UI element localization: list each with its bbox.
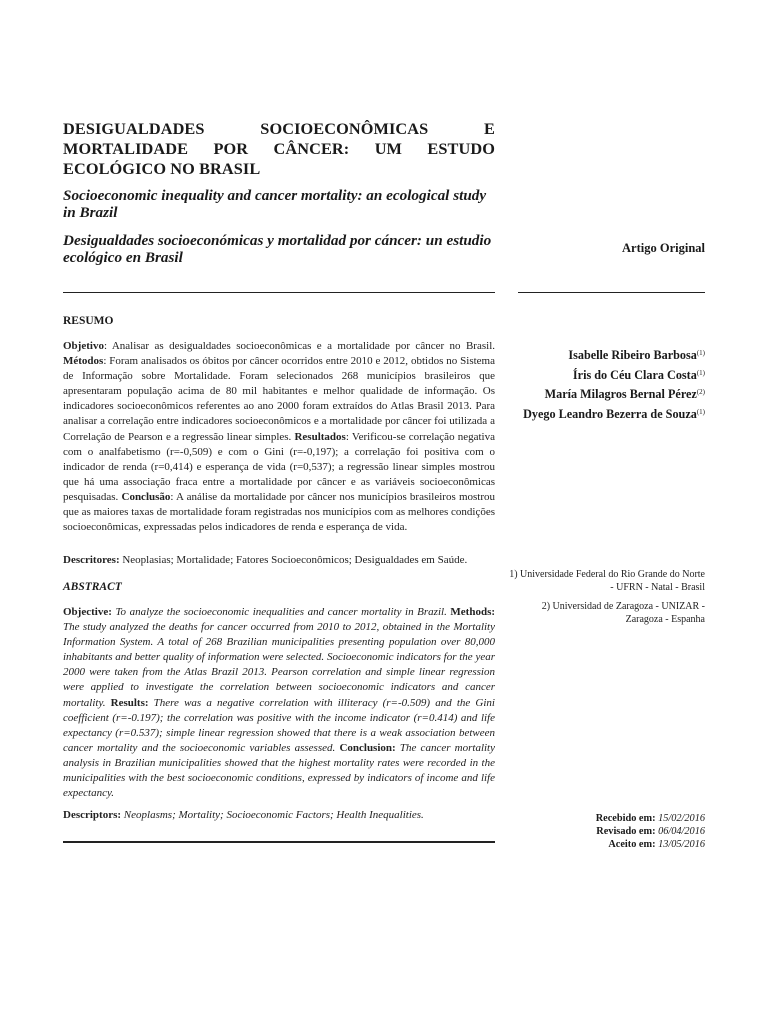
author-1: Isabelle Ribeiro Barbosa$^{(1)}$ — [568, 348, 705, 362]
metodos-label: Métodos — [63, 355, 104, 368]
title-portuguese: DESIGUALDADES SOCIOECONÔMICAS E MORTALIDADE POR CÂNCER: UM ESTUDO ECOLÓGICO NO BRASIL — [63, 119, 495, 178]
author-3: María Milagros Bernal Pérez$^{(2)}$ — [544, 387, 705, 401]
resultados-label: Resultados — [294, 430, 346, 443]
date-received: Recebido em: 15/02/2016 — [595, 813, 705, 824]
results-label: Results: — [110, 696, 149, 709]
results-text: There was a negative correlation with illiteracy (r=-0.509) and the Gini coefficient (r=-0.197); the correlation was positive with the income indicator (r=0.414) and life expectancy (r=0.537); simple linear regression showed that there is a weak association between cancer mortality and the socioeconomic variables assessed. — [63, 696, 495, 754]
date-accepted: Aceito em: 13/05/2016 — [608, 839, 705, 851]
descritores-label: Descritores: — [63, 554, 120, 566]
objetivo-text: : Analisar as desigualdades socioeconômicas e a mortalidade por câncer no Brasil. — [103, 340, 495, 352]
methods-text: The study analyzed the deaths for cancer occurred from 2010 to 2012, obtained in the Mortality Information System. A total of 268 Brazilian municipalities presenting population over 80,000 inhabitants and better quality of information were selected. Socioeconomic indicators for the year 2000 were taken from the Atlas Brazil 2013. Pearson correlation and simple linear regression were applied to investigate the correlation between socioeconomic indicators and cancer mortality. — [63, 621, 495, 709]
descritores-text: Neoplasias; Mortalidade; Fatores Socioeconômicos; Desigualdades em Saúde. — [119, 554, 468, 566]
affiliation-1: 1) Universidade Federal do Rio Grande do Norte - UFRN - Natal - Brasil — [509, 569, 705, 594]
submission-dates — [485, 812, 705, 852]
descriptors-text: Neoplasms; Mortality; Socioeconomic Factors; Health Inequalities. — [121, 809, 424, 821]
divider-left-bottom — [63, 841, 495, 843]
descritores-line — [63, 553, 495, 568]
conclusao-text: : A análise da mortalidade por câncer nos municípios brasileiros mostrou que as maiores taxas de mortalidade foram registradas nos municípios com as melhores condições socioeconômicas, expressadas pelos indicadores de renda e esperança de vida. — [63, 490, 495, 534]
conclusion-label: Conclusion: — [339, 741, 396, 754]
divider-left-top — [63, 292, 495, 293]
title-spanish: Desigualdades socioeconómicas y mortalidad por cáncer: un estudio ecológico en Brasil — [63, 232, 492, 266]
descriptors-label: Descriptors: — [63, 809, 122, 821]
objective-text: To analyze the socioeconomic inequalities and cancer mortality in Brazil. — [111, 606, 447, 618]
abstract-body — [63, 605, 495, 801]
objective-label: Objective: — [63, 606, 112, 618]
conclusao-label: Conclusão — [121, 490, 171, 503]
objetivo-label: Objetivo — [63, 340, 104, 352]
author-list — [505, 345, 705, 423]
author-4: Dyego Leandro Bezerra de Souza$^{(1)}$ — [523, 406, 705, 421]
resumo-heading: RESUMO — [63, 315, 114, 327]
conclusion-text: The cancer mortality analysis in Brazilian municipalities showed that the highest mortality rates were recorded in the municipalities with the best socioeconomic conditions, expressed by indicators of income and life expectancy. — [63, 741, 495, 800]
affiliation-2: 2) Universidad de Zaragoza - UNIZAR - Zaragoza - Espanha — [541, 601, 705, 626]
metodos-text: : Foram analisados os óbitos por câncer ocorridos entre 2010 e 2012, obtidos no Sistema de Informação sobre Mortalidade. Foram selecionados 268 municípios brasileiros que apresentaram população acima de 80 mil habitantes e melhor qualidade de informação. Os indicadores socioeconômicos referentes ao ano 2000 foram extraídos do Atlas Brasil 2013. Para analisar a correlação entre indicadores socioeconômicos e a mortalidade por câncer foi utilizada a Correlação de Pearson e a regressão linear simples. — [63, 355, 495, 443]
title-english: Socioeconomic inequality and cancer mortality: an ecological study in Brazil — [63, 187, 487, 221]
author-2: Íris do Céu Clara Costa$^{(1)}$ — [572, 367, 705, 382]
methods-label: Methods: — [450, 606, 496, 618]
descriptors-line — [63, 808, 495, 823]
abstract-heading: ABSTRACT — [63, 581, 122, 593]
resumo-body — [63, 339, 495, 535]
date-revised: Revisado em: 06/04/2016 — [596, 826, 705, 838]
article-type-label: Artigo Original — [622, 241, 705, 255]
resultados-text: : Verificou-se correlação negativa com o analfabetismo (r=-0,509) e com o Gini (r=-0,197); a correlação foi positiva com o indicador de renda (r=0,414) e esperança de vida (r=0,537); a regressão linear simples mostrou que há uma associação fraca entre a mortalidade por câncer e as variáveis socioeconômicas pesquisadas. — [63, 430, 495, 503]
divider-right-top — [518, 292, 705, 293]
